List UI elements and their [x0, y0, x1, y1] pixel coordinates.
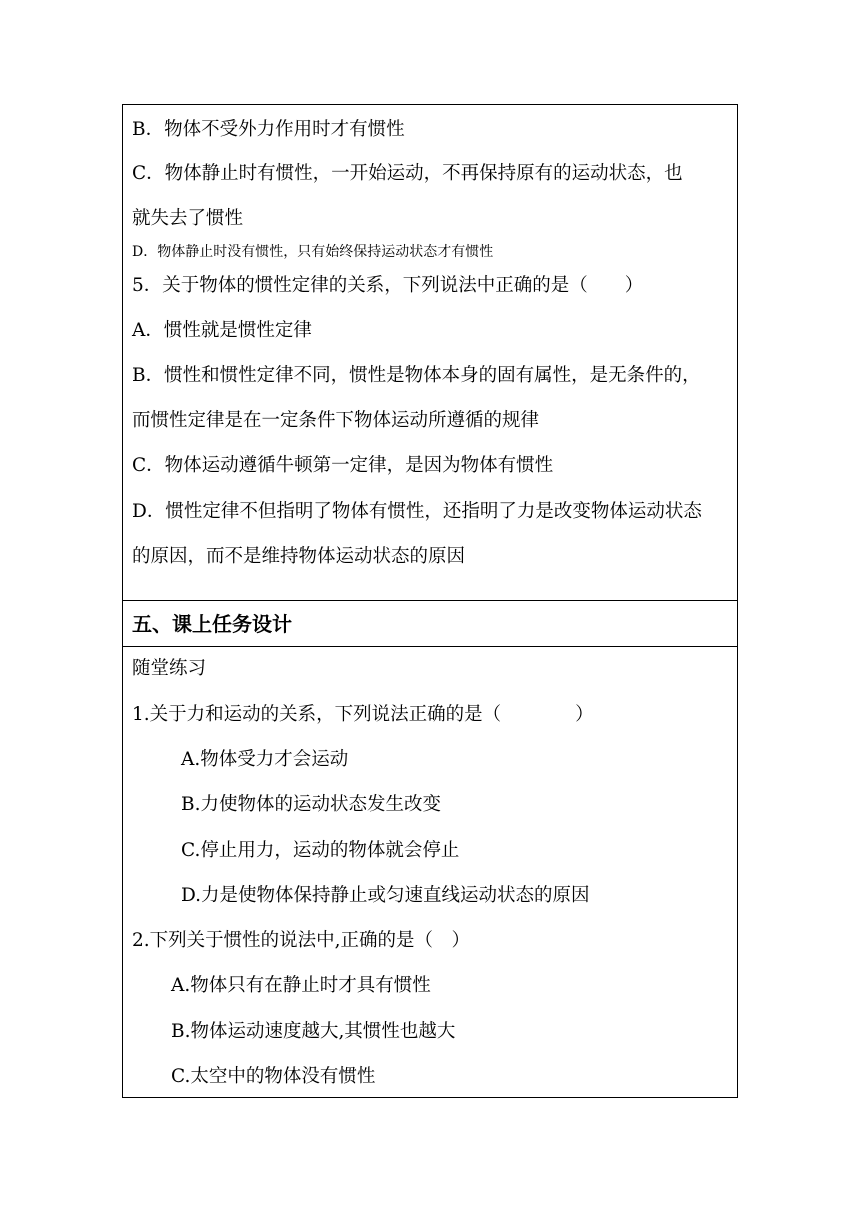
practice-subheading: 随堂练习	[132, 658, 207, 679]
q1-option-c: C.停止用力，运动的物体就会停止	[181, 840, 460, 861]
q4-option-c-line1: C．物体静止时有惯性，一开始运动，不再保持原有的运动状态，也	[132, 163, 683, 184]
q5-option-b-line1: B．惯性和惯性定律不同，惯性是物体本身的固有属性，是无条件的，	[132, 365, 701, 386]
table-row-divider	[123, 646, 737, 647]
q2-option-a: A.物体只有在静止时才具有惯性	[171, 975, 431, 996]
section-heading: 五、课上任务设计	[132, 612, 292, 636]
q1-stem: 1.关于力和运动的关系，下列说法正确的是（ ）	[132, 704, 594, 725]
q5-option-d-line1: D．惯性定律不但指明了物体有惯性，还指明了力是改变物体运动状态	[132, 501, 702, 522]
q5-option-b-line2: 而惯性定律是在一定条件下物体运动所遵循的规律	[132, 410, 540, 431]
q1-option-b: B.力使物体的运动状态发生改变	[181, 794, 441, 815]
q4-option-c-line2: 就失去了惯性	[132, 208, 244, 229]
q4-option-b: B．物体不受外力作用时才有惯性	[132, 119, 405, 140]
q5-option-c: C．物体运动遵循牛顿第一定律，是因为物体有惯性	[132, 455, 554, 476]
q2-stem: 2.下列关于惯性的说法中,正确的是（ ）	[132, 930, 471, 951]
q2-option-b: B.物体运动速度越大,其惯性也越大	[171, 1021, 456, 1042]
q1-option-d: D.力是使物体保持静止或匀速直线运动状态的原因	[181, 885, 590, 906]
table-row-divider	[123, 600, 737, 601]
q5-option-a: A．惯性就是惯性定律	[132, 320, 312, 341]
worksheet-table	[122, 104, 738, 1098]
q4-option-d: D．物体静止时没有惯性，只有始终保持运动状态才有惯性	[132, 244, 494, 260]
q1-option-a: A.物体受力才会运动	[181, 749, 349, 770]
q5-option-d-line2: 的原因，而不是维持物体运动状态的原因	[132, 546, 466, 567]
q5-stem: 5．关于物体的惯性定律的关系，下列说法中正确的是（ ）	[132, 275, 644, 296]
q2-option-c: C.太空中的物体没有惯性	[171, 1066, 376, 1087]
